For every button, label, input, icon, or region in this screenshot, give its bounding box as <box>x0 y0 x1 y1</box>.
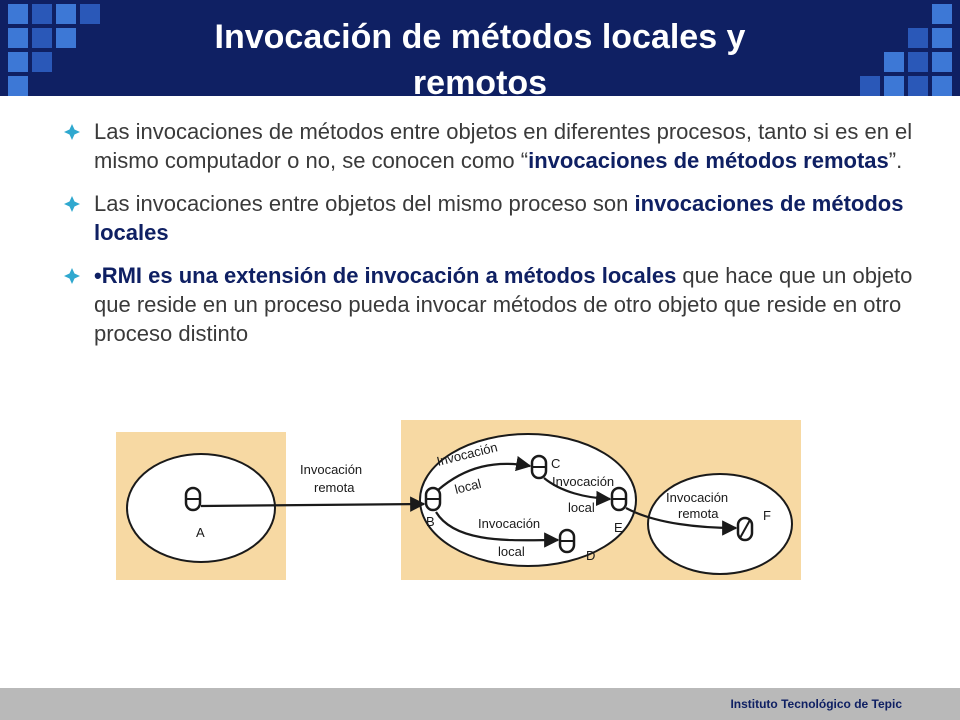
diamond-bullet-icon <box>64 196 80 212</box>
slide-header <box>0 0 960 102</box>
edge-label-ab-2: remota <box>314 480 355 495</box>
process-ellipse-a <box>127 454 275 562</box>
edge-label-ce-2: local <box>568 500 595 515</box>
deco-square <box>908 52 928 72</box>
object-label-b: B <box>426 514 435 529</box>
deco-square <box>80 4 100 24</box>
object-label-a: A <box>196 525 205 540</box>
object-label-f: F <box>763 508 771 523</box>
deco-square <box>32 52 52 72</box>
deco-square <box>32 4 52 24</box>
diamond-bullet-icon <box>64 124 80 140</box>
bullet-text: ”. <box>888 148 903 173</box>
deco-square <box>56 28 76 48</box>
bullet-text: que hace que un objeto que reside en un proceso pueda invocar métodos de otro objeto que reside en otro proceso distinto <box>94 263 913 346</box>
object-f <box>738 518 752 540</box>
deco-square <box>8 4 28 24</box>
bullet-item <box>62 261 922 348</box>
edge-label-ef-2: remota <box>678 506 719 521</box>
deco-square <box>8 52 28 72</box>
edge-label-bc-1: Invocación <box>435 439 500 469</box>
diamond-bullet-icon <box>64 268 80 284</box>
object-e <box>612 488 626 510</box>
deco-square <box>32 28 52 48</box>
deco-square <box>932 28 952 48</box>
deco-square <box>932 4 952 24</box>
deco-square <box>8 76 28 96</box>
edge-label-ef-1: Invocación <box>666 490 729 505</box>
bullet-item <box>62 117 922 175</box>
bullet-item <box>62 189 922 247</box>
object-d <box>560 530 574 552</box>
object-c <box>532 456 546 478</box>
bullet-bold: invocaciones de métodos remotas <box>528 148 889 173</box>
bullet-text: Las invocaciones entre objetos del mismo proceso son <box>94 191 635 216</box>
rmi-diagram <box>116 420 802 582</box>
object-label-c: C <box>551 456 561 471</box>
deco-square <box>932 76 952 96</box>
object-b <box>426 488 440 510</box>
edge-label-bc-2: local <box>453 475 483 497</box>
object-label-d: D <box>586 548 596 563</box>
deco-square <box>908 76 928 96</box>
bullet-bold: invocaciones de métodos locales <box>94 191 904 245</box>
bullet-text: Las invocaciones de métodos entre objetos en diferentes procesos, tanto si es en el mismo computador o no, se conocen como “ <box>94 119 913 173</box>
object-label-e: E <box>614 520 623 535</box>
edge-label-bd-1: Invocación <box>478 516 541 531</box>
deco-square <box>908 28 928 48</box>
deco-square <box>932 52 952 72</box>
process-ellipse-f <box>648 474 792 574</box>
deco-square <box>860 76 880 96</box>
object-a <box>186 488 200 510</box>
institution-name: Instituto Tecnológico de Tepic <box>730 697 902 711</box>
edge-label-bd-2: local <box>498 544 525 559</box>
deco-square <box>884 76 904 96</box>
deco-square <box>56 4 76 24</box>
slide-footer <box>0 688 960 720</box>
deco-square <box>884 52 904 72</box>
deco-square <box>8 28 28 48</box>
bullet-bold: •RMI es una extensión de invocación a métodos locales <box>94 263 677 288</box>
slide-title: Invocación de métodos locales y remotos <box>214 18 746 102</box>
edge-label-ce-1: Invocación <box>552 474 615 489</box>
edge-label-ab-1: Invocación <box>300 462 363 477</box>
bullet-list <box>62 117 922 362</box>
